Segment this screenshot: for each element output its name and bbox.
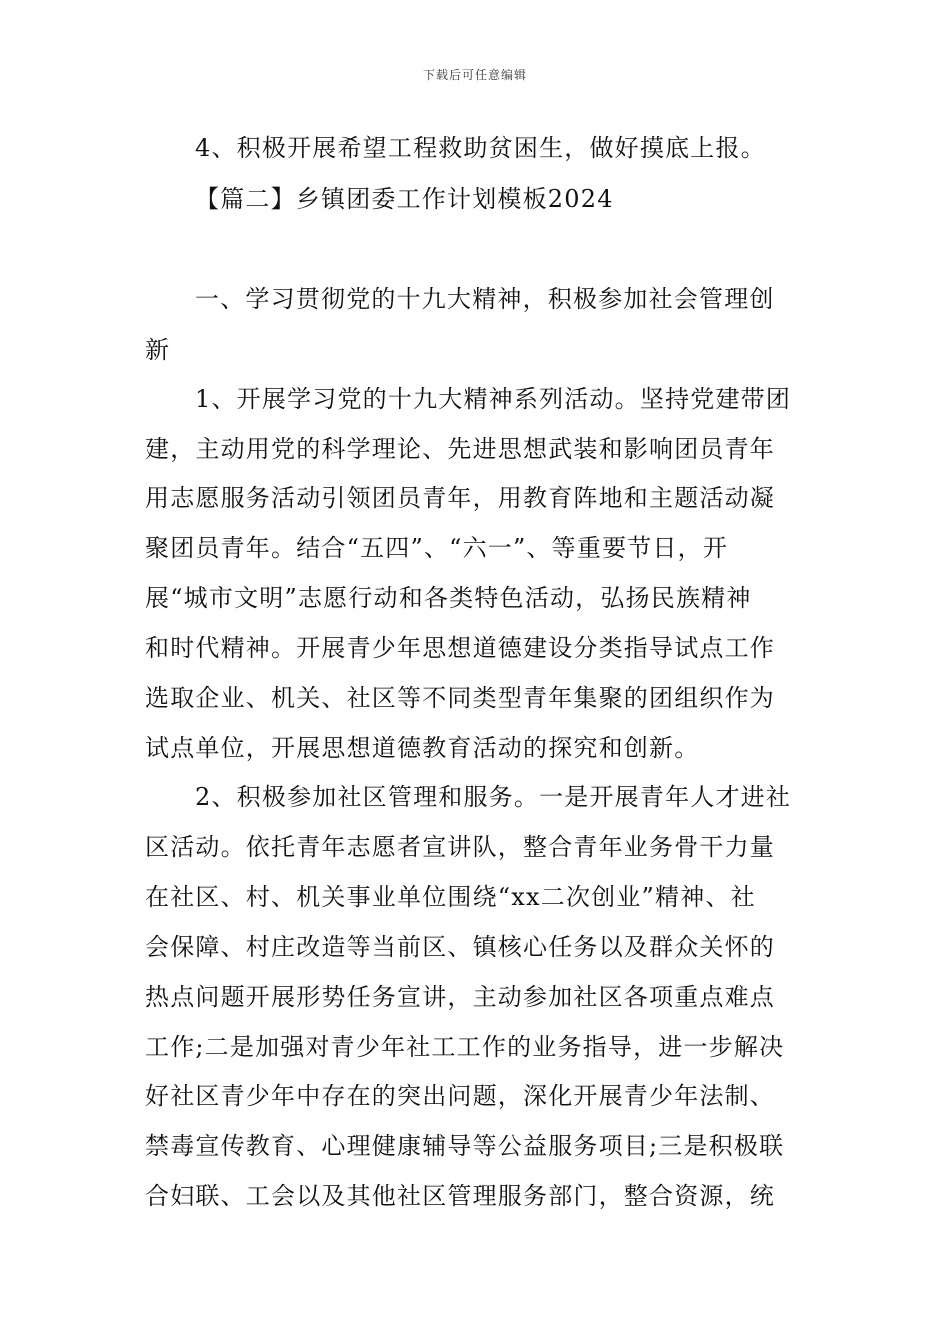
paragraph-1-line: 聚团员青年。结合“五四”、“六一”、等重要节日，开: [145, 534, 729, 562]
paragraph-2-line: 禁毒宣传教育、心理健康辅导等公益服务项目;三是积极联: [145, 1132, 785, 1160]
heading-one-cont: 新: [145, 336, 171, 364]
paragraph-2-line: 合妇联、工会以及其他社区管理服务部门，整合资源，统: [145, 1182, 775, 1210]
paragraph-2-line: 2、积极参加社区管理和服务。一是开展青年人才进社: [195, 783, 792, 811]
paragraph-1-line: 建，主动用党的科学理论、先进思想武装和影响团员青年: [145, 435, 775, 463]
paragraph-2-line: 好社区青少年中存在的突出问题，深化开展青少年法制、: [145, 1082, 775, 1110]
heading-one: 一、学习贯彻党的十九大精神，积极参加社会管理创: [195, 285, 775, 313]
list-item-4: 4、积极开展希望工程救助贫困生，做好摸底上报。: [195, 134, 766, 162]
paragraph-2-line: 工作;二是加强对青少年社工工作的业务指导，进一步解决: [145, 1033, 785, 1061]
paragraph-2-line: 热点问题开展形势任务宣讲，主动参加社区各项重点难点: [145, 983, 775, 1011]
paragraph-1-line: 选取企业、机关、社区等不同类型青年集聚的团组织作为: [145, 684, 775, 712]
header-note: 下载后可任意编辑: [422, 68, 527, 82]
paragraph-2-line: 在社区、村、机关事业单位围绕“xx二次创业”精神、社: [145, 883, 756, 911]
paragraph-1-line: 1、开展学习党的十九大精神系列活动。坚持党建带团: [195, 385, 792, 413]
paragraph-1-line: 和时代精神。开展青少年思想道德建设分类指导试点工作: [145, 634, 775, 662]
section-title: 【篇二】乡镇团委工作计划模板2024: [195, 185, 614, 213]
paragraph-1-line: 试点单位，开展思想道德教育活动的探究和创新。: [145, 734, 700, 762]
paragraph-2-line: 会保障、村庄改造等当前区、镇核心任务以及群众关怀的: [145, 933, 775, 961]
paragraph-1-line: 展“城市文明”志愿行动和各类特色活动，弘扬民族精神: [145, 584, 752, 612]
paragraph-1-line: 用志愿服务活动引领团员青年，用教育阵地和主题活动凝: [145, 484, 775, 512]
paragraph-2-line: 区活动。依托青年志愿者宣讲队，整合青年业务骨干力量: [145, 833, 775, 861]
